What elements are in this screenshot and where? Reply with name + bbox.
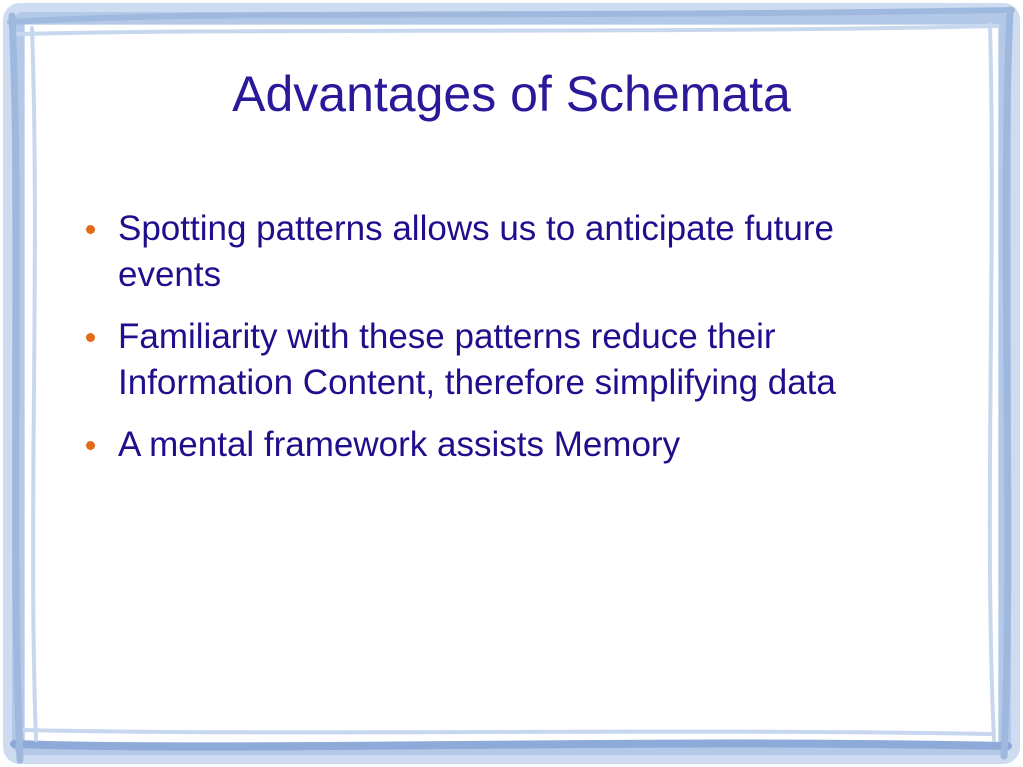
- bullet-text-line: Spotting patterns allows us to anticipate future: [118, 209, 834, 248]
- bullet-text-line: A mental framework assists Memory: [118, 425, 681, 464]
- bullet-item: [84, 314, 984, 406]
- bullet-item: [84, 206, 984, 298]
- bullet-item: [84, 422, 984, 468]
- slide-title: Advantages of Schemata: [232, 66, 791, 122]
- bullet-dot-icon: [86, 225, 95, 234]
- bullet-text-line: Information Content, therefore simplifying data: [118, 363, 836, 402]
- bullet-text-line: events: [118, 255, 222, 294]
- bullet-dot-icon: [86, 441, 95, 450]
- bullet-list: [84, 206, 984, 484]
- bullet-text-line: Familiarity with these patterns reduce their: [118, 317, 776, 356]
- bullet-dot-icon: [86, 333, 95, 342]
